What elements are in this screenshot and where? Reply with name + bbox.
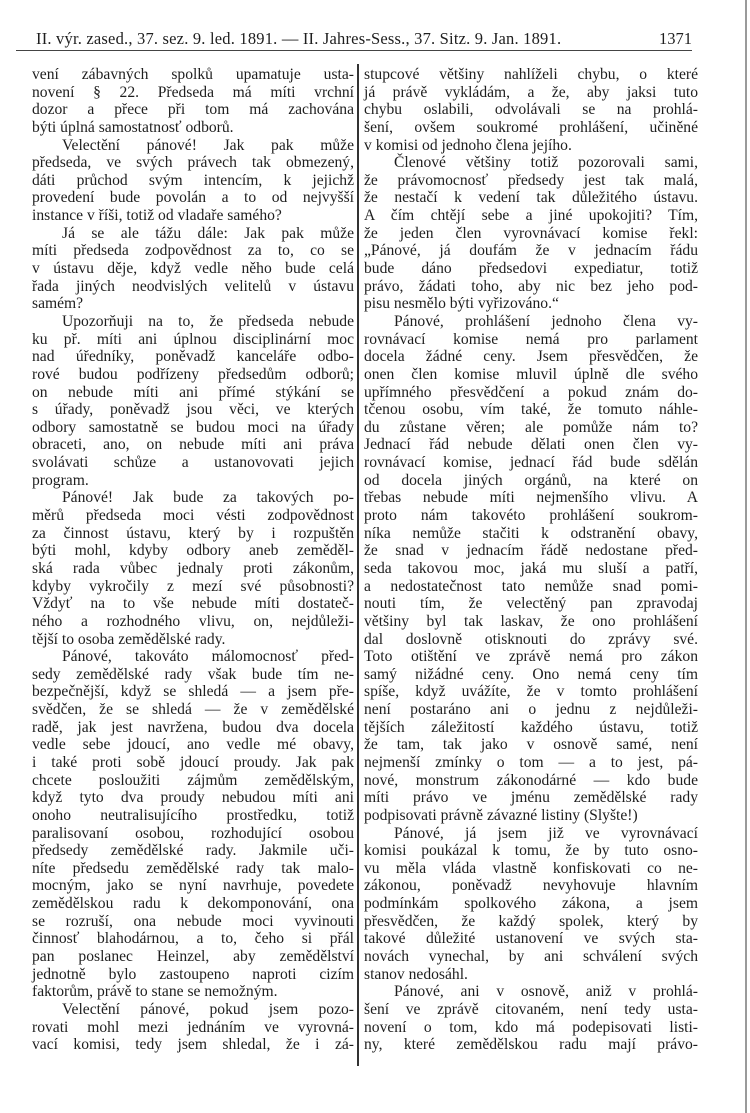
- paragraph: [32, 66, 354, 137]
- text-line: přesvědčen, že každý spolek, který by: [364, 912, 698, 930]
- text-line: du zůstane věren; ale pomůže nám to?: [364, 418, 698, 436]
- text-line: seda takovou moc, jaká mu sluší a patří,: [364, 559, 698, 577]
- text-line: ného a rozhodného vlivu, on, nejdůleži-: [32, 612, 354, 630]
- text-line: míti předseda zodpovědnost za to, co se: [32, 242, 354, 260]
- text-line: sedy zemědělské rady však bude tím ne-: [32, 665, 354, 683]
- text-line: bezpečnější, když se shledá — a jsem pře-: [32, 683, 354, 701]
- text-line: chybu oslabili, odvolávali se na prohlá-: [364, 101, 698, 119]
- paragraph: [32, 1001, 354, 1054]
- text-line: dal doslovně otisknouti do zprávy své.: [364, 630, 698, 648]
- text-line: on nebude míti ani přímé stýkání se: [32, 383, 354, 401]
- text-line: obraceti, ano, on nebude míti ani práva: [32, 436, 354, 454]
- text-line: podmínkám spolkového zákona, a jsem: [364, 895, 698, 913]
- text-line: kdyby vykročily z mezí své působnosti?: [32, 577, 354, 595]
- text-line: instance v říši, totiž od vladaře samého?: [32, 207, 282, 225]
- text-line: svědčen, že se shledá — že v zemědělské: [32, 701, 354, 719]
- text-line: že nestačí k vedení tak důležitého ústavu.: [364, 189, 698, 207]
- text-line: „Pánové, já doufám že v jednacím řádu: [364, 242, 698, 260]
- text-line: právo, žádati toho, aby nic bez jeho pod-: [364, 277, 698, 295]
- text-line: odbory samostatně se budou moci na úřady: [32, 418, 354, 436]
- text-line: novení o tom, kdo má podepisovati listi-: [364, 1018, 698, 1036]
- text-line: onen člen komise mluvil úplně dle svého: [364, 365, 698, 383]
- text-line: svolávati schůze a ustanovovati jejich: [32, 454, 354, 472]
- header-session-text: II. výr. zased., 37. sez. 9. led. 1891. — II. Jahres-Sess., 37. Sitz. 9. Jan. 1891.: [36, 29, 562, 48]
- text-line: Upozorňuji na to, že předseda nebude: [62, 312, 354, 330]
- text-line: novení § 22. Předseda má míti vrchní: [32, 83, 354, 101]
- text-line: že snad v jednacím řádě nedostane před-: [364, 542, 698, 560]
- text-line: Členové většiny totiž pozorovali sami,: [394, 154, 698, 172]
- text-line: ny, které zemědělskou radu mají právo-: [364, 1036, 698, 1054]
- text-line: že jeden člen vyrovnávací komise řekl:: [364, 224, 698, 242]
- text-line: Velectění pánové, pokud jsem pozo-: [62, 1000, 354, 1018]
- text-line: podpisovati právně závazné listiny (Slyšte!): [364, 806, 638, 824]
- text-line: i také proti sobě jdoucí proudy. Jak pak: [32, 753, 354, 771]
- text-line: býti mohl, kdyby odbory aneb zeměděl-: [32, 542, 354, 560]
- text-line: tější to osoba zemědělské rady.: [32, 630, 226, 648]
- paragraph: [32, 648, 354, 1001]
- text-line: že právomocnosť předsedy jest tak malá,: [364, 171, 698, 189]
- text-line: zákonou, poněvadž nevyhovuje hlavním: [364, 877, 698, 895]
- text-line: většiny byl tak laskav, že ono prohlášení: [364, 612, 698, 630]
- text-line: nouti tím, že velectěný pan zpravodaj: [364, 595, 698, 613]
- text-line: Velectění pánové! Jak pak může: [62, 136, 354, 154]
- text-line: Pánové, takováto málomocnosť před-: [62, 648, 354, 666]
- text-line: od docela jiných orgánů, na které on: [364, 471, 698, 489]
- page-edge: [745, 0, 747, 1113]
- text-line: se rozruší, ona nebude moci vyvinouti: [32, 912, 354, 930]
- paragraph: [32, 225, 354, 313]
- running-header: [36, 29, 692, 49]
- text-line: šení, ovšem soukromé prohlášení, učiněné: [364, 118, 698, 136]
- text-line: spíše, když uvážíte, že v tomto prohlášení: [364, 683, 698, 701]
- text-line: stupcové většiny nahlíželi chybu, o které: [364, 66, 698, 83]
- text-line: že tam, tak jako v osnově samé, není: [364, 736, 698, 754]
- text-line: radě, jak jest navržena, budou dva docela: [32, 718, 354, 736]
- text-line: samý nižádné ceny. Ono nemá ceny tím: [364, 665, 698, 683]
- text-line: rovati mohl mezi jednáním ve vyrovná-: [32, 1018, 354, 1036]
- text-line: nejmenší zmínky o tom — a to jest, pá-: [364, 753, 698, 771]
- text-line: tčenou osobu, vím také, že tomuto náhle-: [364, 401, 698, 419]
- text-line: níka nemůže stačiti k odstranění obavy,: [364, 524, 698, 542]
- text-line: rové budou podřízeny předsedům odborů;: [32, 365, 354, 383]
- text-line: předsedy zemědělské rady. Jakmile uči-: [32, 842, 354, 860]
- paragraph: [32, 313, 354, 489]
- text-line: není postaráno ani o jednu z nejdůleži-: [364, 701, 698, 719]
- text-line: pan poslanec Heinzel, aby zemědělství: [32, 948, 354, 966]
- text-line: takové důležité ustanovení ve svých sta-: [364, 930, 698, 948]
- paragraph: [364, 313, 698, 825]
- text-line: v ústavu děje, když vedle něho bude celá: [32, 260, 354, 278]
- paragraph: [364, 983, 698, 1054]
- text-line: ská rada vůbec jednaly proti zákonům,: [32, 559, 354, 577]
- text-line: ku př. míti ani úplnou disciplinární moc: [32, 330, 354, 348]
- text-line: dáti průchod svým intencím, k jejichž: [32, 171, 354, 189]
- text-line: upřímného přesvědčení a pokud znám do-: [364, 383, 698, 401]
- text-line: Pánové, já jsem již ve vyrovnávací: [394, 824, 698, 842]
- text-line: Pánové, ani v osnově, aniž v prohlá-: [394, 983, 698, 1001]
- text-line: Pánové, prohlášení jednoho člena vy-: [394, 312, 698, 330]
- text-line: býti úplná samostatnosť odborů.: [32, 118, 234, 136]
- text-line: vení zábavných spolků upamatuje usta-: [32, 66, 354, 83]
- text-line: s úřady, poněvadž jsou věci, ve kterých: [32, 401, 354, 419]
- text-line: Vždyť na to vše nebude míti dostateč-: [32, 595, 354, 613]
- text-line: stanov nedosáhl.: [364, 965, 468, 983]
- text-line: já právě vykládám, a že, aby jaksi tuto: [364, 83, 698, 101]
- paragraph: [32, 137, 354, 225]
- text-line: onoho neutralisujícího prostředku, totiž: [32, 806, 354, 824]
- text-line: paralisovaní osobou, rozhodující osobou: [32, 824, 354, 842]
- text-line: a nedostatečnost tato nemůže snad pomi-: [364, 577, 698, 595]
- text-line: A čím chtějí sebe a jiné upokojiti? Tím,: [364, 207, 698, 225]
- text-line: šení ve zprávě citovaném, není tedy usta-: [364, 1000, 698, 1018]
- text-line: rovnávací komise, jednací řád bude sdělán: [364, 454, 698, 472]
- text-line: novách vynechal, by ani schválení svých: [364, 948, 698, 966]
- text-line: vedle sebe jdoucí, ano vedle mé obavy,: [32, 736, 354, 754]
- right-column: [364, 66, 698, 1054]
- text-line: Toto otištění ve zprávě nemá pro zákon: [364, 648, 698, 666]
- text-line: třebas nebude míti nejmenšího vlivu. A: [364, 489, 698, 507]
- text-line: měrů předseda moci vésti zodpovědnost: [32, 507, 354, 525]
- text-line: předseda, ve svých právech tak obmezený,: [32, 154, 354, 172]
- text-line: bude dáno předsedovi expediatur, totiž: [364, 260, 698, 278]
- text-line: samém?: [32, 295, 84, 313]
- page-number: 1371: [659, 29, 692, 48]
- text-line: zemědělskou radu k dekomponování, ona: [32, 895, 354, 913]
- text-line: program.: [32, 471, 89, 489]
- text-line: proto nám takovéto prohlášení soukrom-: [364, 507, 698, 525]
- text-line: Pánové! Jak bude za takových po-: [62, 489, 354, 507]
- text-line: Já se ale tážu dále: Jak pak může: [62, 224, 354, 242]
- text-line: dozor a přece při tom má zachována: [32, 101, 354, 119]
- text-line: za činnost ústavu, který by i rozpuštěn: [32, 524, 354, 542]
- text-line: níte předsedu zemědělské rady tak malo-: [32, 859, 354, 877]
- text-line: Jednací řád nebude dělati onen člen vy-: [364, 436, 698, 454]
- header-rule: [16, 50, 692, 51]
- text-line: nové, monstrum zákonodárné — kdo bude: [364, 771, 698, 789]
- text-line: činnosť blahodárnou, a to, čeho si přál: [32, 930, 354, 948]
- text-line: tějších záležitostí každého ústavu, totiž: [364, 718, 698, 736]
- text-line: komisi poukázal k tomu, že by tuto osno-: [364, 842, 698, 860]
- text-line: vací komisi, tedy jsem shledal, že i zá-: [32, 1036, 354, 1054]
- text-line: rovnávací komise nemá pro parlament: [364, 330, 698, 348]
- text-line: provedení bude povolán a to od nejvyšší: [32, 189, 354, 207]
- text-line: když tyto dva proudy nebudou míti ani: [32, 789, 354, 807]
- text-line: chcete posloužiti zájmům zemědělským,: [32, 771, 354, 789]
- text-line: faktorům, právě to stane se nemožným.: [32, 983, 278, 1001]
- left-column: [32, 66, 354, 1054]
- text-line: docela žádné ceny. Jsem přesvědčen, že: [364, 348, 698, 366]
- paragraph: [364, 154, 698, 313]
- text-line: nad úředníky, poněvadž kanceláře odbo-: [32, 348, 354, 366]
- paragraph: [364, 66, 698, 154]
- paragraph: [364, 825, 698, 984]
- column-divider: [357, 64, 359, 1066]
- text-line: řada jiných neodvislých velitelů v ústavu: [32, 277, 354, 295]
- text-line: jednotně bylo zastoupeno naproti cizím: [32, 965, 354, 983]
- text-line: v komisi od jednoho člena jejího.: [364, 136, 572, 154]
- text-line: vu měla vláda vlastně konfiskovati co ne-: [364, 859, 698, 877]
- text-line: míti právo ve jménu zemědělské rady: [364, 789, 698, 807]
- text-line: pisu nesmělo býti vyřizováno.“: [364, 295, 559, 313]
- paragraph: [32, 489, 354, 648]
- text-line: mocným, jako se nyní navrhuje, povedete: [32, 877, 354, 895]
